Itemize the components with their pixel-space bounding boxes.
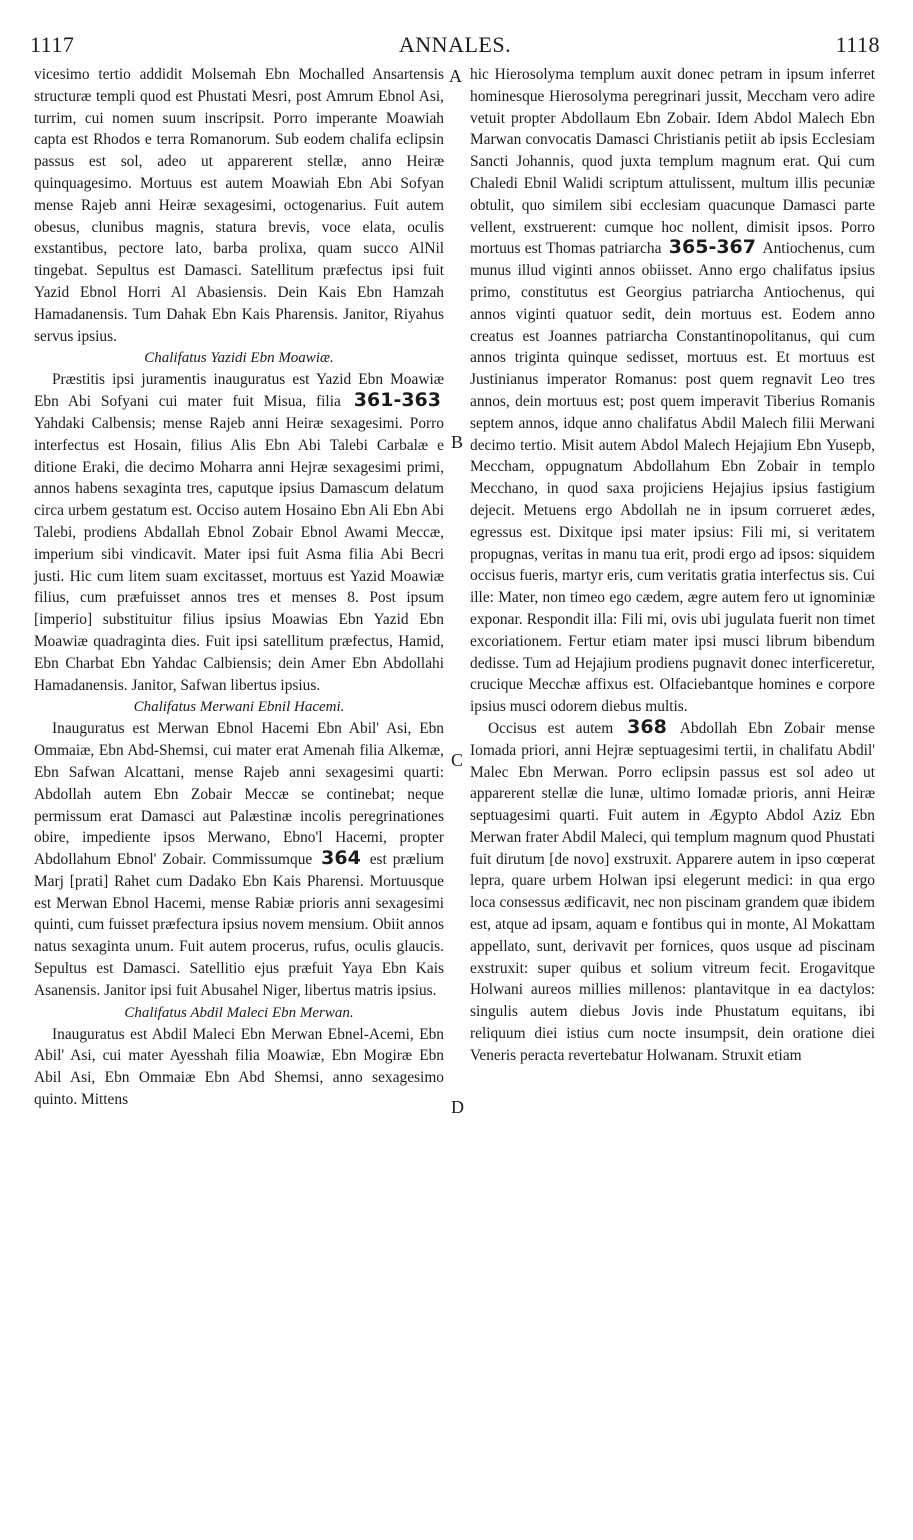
margin-letter-c: C bbox=[451, 750, 464, 770]
paragraph-text: Antiochenus, cum munus illud viginti annos obiisset. Anno ergo chalifatus ipsius primo, constitutus est Georgius patriarcha Antiochenus, qui annos viginti quatuor sedit, dein mortuus est. Eodem anno creatus est Joannes patriarcha Constantinopolitanus, qui cum annos triginta quinque sedisset, mortuus est. Et mortuus est Justinianus imperator Romanus: post quem regnavit Leo tres annos, dein mortuus est; post quem imperavit Tiberius Romanis septem annos, idque anno chalifatus Abdil Malech filii Merwani decimo tertio. Misit autem Abdol Malech Hejajium Ebn Yusepb, Meccham, oppugnatum Abdollahum Ebn Zobair in templo Mecchano, in quod saxa projiciens Hejajius ipsius fastigium dejecit. Metuens ergo Abdollah ne in ipsum corrueret ædes, egressus est. Dixitque ipsi mater ipsius: Fili mi, si veritatem propugnas, veritas in manu tua erit, prodi ergo ad ipsos: siquidem occisus fueris, martyr eris, cum veritatis gratia interfectus sis. Cui ille: Mater, non timeo ego cædem, ægre autem fero ut ignominiæ exponar. Respondit illa: Fili mi, ovis ubi jugulata fuerit non timet excoriationem. Fertur etiam mater ipsi musci librum bibendum dedisse. Tum ad Hejajium prodiens pugnavit donec interficeretur, crucique Mecchæ affixus est. Olfaciebantque homines e corpore ipsius musci odorem diebus multis. bbox=[470, 240, 875, 716]
marginal-number: 361-363 bbox=[353, 389, 441, 412]
page-number-left: 1117 bbox=[30, 32, 75, 57]
left-column bbox=[34, 64, 444, 1111]
paragraph-yazid bbox=[34, 369, 444, 696]
margin-letter-d: D bbox=[451, 1097, 464, 1117]
page-number-right: 1118 bbox=[835, 32, 880, 57]
page-header bbox=[30, 32, 880, 58]
paragraph-moawiah: vicesimo tertio addidit Molsemah Ebn Mochalled Ansartensis structuræ templi quod est Phustati Mesri, post Amrum Ebnol Asi, turrim, cui nomen suum inscripsit. Porro imperante Moawiah capta est Rhodos e terra Romanorum. Sub eodem chalifa eclipsin passus est sol, adeo ut apparerent stellæ, anno Heiræ quinquagesimo. Mortuus est autem Moawiah Ebn Abi Sofyan mense Rajeb anni Heiræ sexagesimi, octogenarius. Fuit autem obesus, clunibus magnis, statura brevis, voce elata, oculis exstantibus, pectore lato, barba prolixa, quam succo AlNil tingebat. Sepultus est Damasci. Satellitum præfectus ipsi fuit Yazid Ebnol Horri Al Abasiensis. Dein Kais Ebn Hamzah Hamadanensis. Tum Dahak Ebn Kais Pharensis. Janitor, Riyahus servus ipsius. bbox=[34, 66, 444, 345]
marginal-number: 364 bbox=[321, 847, 361, 870]
margin-letter-b: B bbox=[451, 432, 464, 452]
paragraph-text: Occisus est autem bbox=[488, 719, 614, 737]
marginal-number: 365-367 bbox=[668, 236, 756, 259]
paragraph-text: hic Hierosolyma templum auxit donec petram in ipsum inferret hominesque Hierosolyma peregrinari jussit, Meccham vero adire vetuit propter Abdollaum Ebn Zobair. Idem Abdol Malech Ebn Marwan convocatis Damasci Christianis petiit ab ipsis Ecclesiam Sancti Johannis, quod juxta templum magnum erat. Qui cum Chaledi Ebnil Walidi scriptum attulissent, multum illis pecuniæ obtulit, quo similem sibi ecclesiam quacunque Damasci parte vellent, exstruerent: cumque hoc nollent, dimisit ipsos. Porro mortuus est Thomas patriarcha bbox=[470, 66, 875, 258]
section-heading-yazid: Chalifatus Yazidi Ebn Moawiæ. bbox=[144, 350, 334, 367]
paragraph-text: Præstitis ipsi juramentis inauguratus est Yazid Ebn Moawiæ Ebn Abi Sofyani cui mater fuit Misua, filia bbox=[34, 371, 444, 411]
paragraph-text: Yahdaki Calbensis; mense Rajeb anni Heiræ sexagesimi. Porro interfectus est Hosain, filius Alis Ebn Abi Talebi Carbalæ e ditione Eraki, die decimo Moharra anni Hejræ sexagesimi primi, annos habens sexaginta tres, caputque ipsius Damascum delatum circa urbem gestatum est. Occiso autem Hosaino Ebn Ali Ebn Abi Talebi, prodiens Abdallah Ebnol Zobair Ebnol Awami Meccæ, imperium sibi vindicavit. Mater ipsi fuit Asma filia Abi Becri justi. Hic cum litem suam excitasset, mortuus est Yazid Moawiæ filius, cum præfuisset annos tres et menses 8. Post ipsum [imperio] substituitur filius ipsius Moawias Ebn Yazid Ebn Moawiæ quadraginta dies. Fuit ipsi satellitum præfectus, Hamid, Ebn Charbat Ebn Yahdac Calbiensis; dein Amer Ebn Abdollahi Hamadanensis. Janitor, Safwan libertus ipsius. bbox=[34, 414, 444, 694]
paragraph-merwan bbox=[34, 718, 444, 1001]
paragraph-abdil-maleci: Inauguratus est Abdil Maleci Ebn Merwan Ebnel-Acemi, Ebn Abil' Asi, cui mater Ayesshah filia Moawiæ, Ebn Mogiræ Ebn Abil Asi, Ebn Ommaiæ Ebn Abd Shemsi, anno sexagesimo quinto. Mittens bbox=[34, 1025, 444, 1109]
margin-letter-a: A bbox=[449, 66, 462, 86]
right-column bbox=[470, 64, 875, 1067]
section-heading-abdil-maleci: Chalifatus Abdil Maleci Ebn Merwan. bbox=[124, 1004, 354, 1021]
paragraph-text: Abdollah Ebn Zobair mense Iomada priori, anni Hejræ septuagesimi tertii, in chalifatu Abdil' Malec Ebn Merwan. Porro eclipsin passus est sol adeo ut apparerent stellæ die lunæ, ultimo Iomadæ prioris, anni Heiræ septuagesimi quarti. Fuit autem in Ægypto Abdol Aziz Ebn Merwan frater Abdil Maleci, qui templum magnum quod Phustati fuit dirutum [de novo] exstruxit. Apparere autem in ipso cœperat lepra, quare urbem Holwan ipsi elegerunt medici: in qua ergo loca consessus ædificavit, nec non piscinam grandem quæ ibidem est, atque ad ipsam, aquam e fontibus qui in monte, Al Mokattam appellato, sunt, derivavit per fornices, quos usque ad piscinam exstruxit: super quibus et solium vitreum fecit. Erogavitque Holwani aureos millies millenos: plantavitque in ea dactylos: singulis autem diebus Jovis inde Phustatum equitans, ibi reliquum diei istius cum nocte insumpsit, dein oratione diei Veneris peracta revertebatur Holwanam. Struxit etiam bbox=[470, 719, 875, 1064]
marginal-number: 368 bbox=[627, 715, 667, 738]
running-title: ANNALES. bbox=[398, 32, 512, 57]
section-heading-merwan: Chalifatus Merwani Ebnil Hacemi. bbox=[133, 699, 345, 716]
paragraph-abdollah-death bbox=[470, 715, 875, 1067]
paragraph-hierosolyma bbox=[470, 64, 875, 718]
paragraph-text: est prælium Marj [prati] Rahet cum Dadako Ebn Kais Pharensi. Mortuusque est Merwan Ebnol Hacemi, mense Rabiæ prioris anni sexagesimi quinti, cum fuisset præfectura ipsius novem mensium. Obiit annos natus sexaginta unum. Fuit autem procerus, rufus, oculis glaucis. Sepultus est Damasci. Satellitio ejus præfuit Yaya Ebn Kais Asanensis. Janitor ipsi fuit Abusahel Niger, libertus matris ipsius. bbox=[34, 851, 445, 999]
paragraph-text: Inauguratus est Merwan Ebnol Hacemi Ebn Abil' Asi, Ebn Ommaiæ, Ebn Abd-Shemsi, cui mater erat Amenah filia Alkemæ, Ebn Safwan Alcattani, mense Rajeb anni sexagesimi quarti: Abdollah autem Ebn Zobair Meccæ se continebat; neque permissum erat Damasci aut Palæstinæ incolis peregrinationes obire, impediente ipsos Merwano, Ebno'l Hacemi, propter Abdollahum Ebnol' Zobair. Commissumque bbox=[34, 720, 444, 869]
